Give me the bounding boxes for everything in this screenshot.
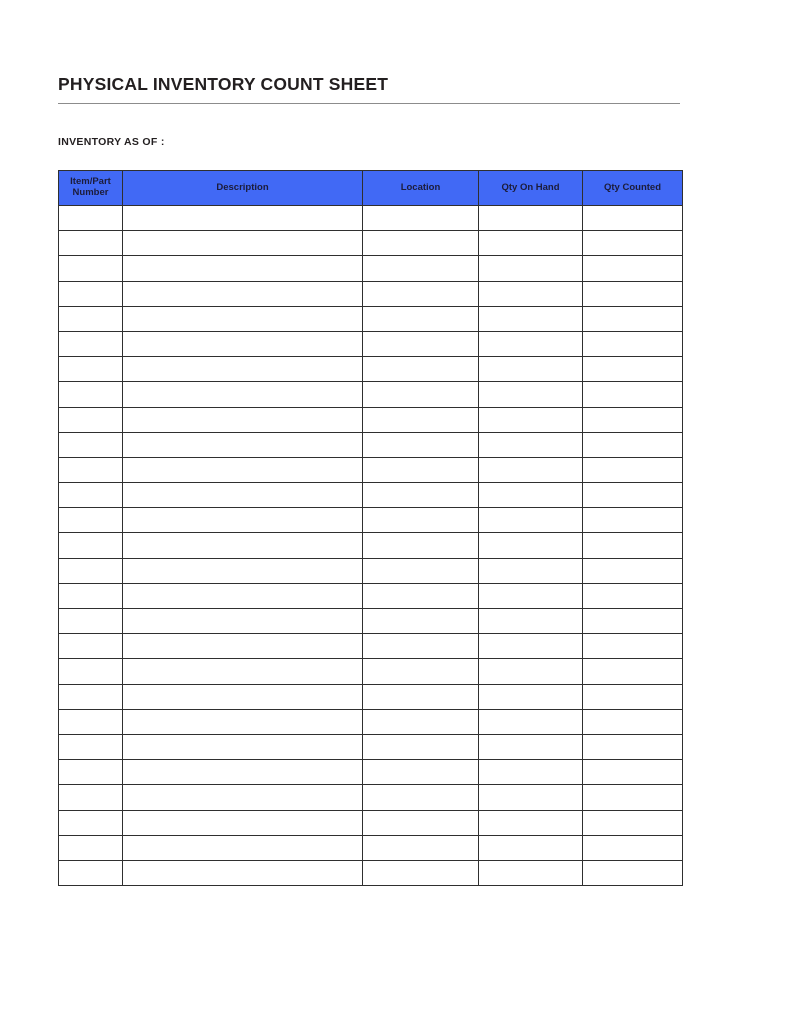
table-body <box>59 206 683 886</box>
table-row <box>59 306 683 331</box>
cell-location[interactable] <box>363 835 479 860</box>
cell-qty-counted[interactable] <box>583 860 683 885</box>
cell-qty-on-hand[interactable] <box>479 860 583 885</box>
cell-description[interactable] <box>123 457 363 482</box>
cell-qty-counted[interactable] <box>583 231 683 256</box>
cell-item-part-number[interactable] <box>59 860 123 885</box>
page-title: PHYSICAL INVENTORY COUNT SHEET <box>58 74 389 94</box>
cell-qty-counted[interactable] <box>583 281 683 306</box>
column-header-qty-counted: Qty Counted <box>583 171 683 206</box>
cell-item-part-number[interactable] <box>59 357 123 382</box>
cell-item-part-number[interactable] <box>59 533 123 558</box>
column-header-item-part-number-line1: Item/Part <box>70 176 111 188</box>
table-row <box>59 508 683 533</box>
cell-qty-counted[interactable] <box>583 609 683 634</box>
column-header-location: Location <box>363 171 479 206</box>
cell-location[interactable] <box>363 357 479 382</box>
cell-location[interactable] <box>363 734 479 759</box>
cell-qty-on-hand[interactable] <box>479 609 583 634</box>
cell-description[interactable] <box>123 709 363 734</box>
cell-location[interactable] <box>363 382 479 407</box>
cell-qty-counted[interactable] <box>583 558 683 583</box>
cell-description[interactable] <box>123 256 363 281</box>
cell-location[interactable] <box>363 432 479 457</box>
cell-location[interactable] <box>363 457 479 482</box>
table-row <box>59 231 683 256</box>
cell-description[interactable] <box>123 860 363 885</box>
cell-description[interactable] <box>123 609 363 634</box>
cell-location[interactable] <box>363 407 479 432</box>
cell-description[interactable] <box>123 483 363 508</box>
column-header-item-part-number <box>59 171 123 206</box>
cell-item-part-number[interactable] <box>59 407 123 432</box>
table-row <box>59 684 683 709</box>
cell-location[interactable] <box>363 709 479 734</box>
cell-description[interactable] <box>123 734 363 759</box>
cell-description[interactable] <box>123 760 363 785</box>
table-row <box>59 533 683 558</box>
cell-qty-on-hand[interactable] <box>479 684 583 709</box>
cell-location[interactable] <box>363 659 479 684</box>
cell-qty-on-hand[interactable] <box>479 331 583 356</box>
cell-item-part-number[interactable] <box>59 331 123 356</box>
cell-qty-counted[interactable] <box>583 835 683 860</box>
table-header-row <box>59 171 683 206</box>
table-row <box>59 760 683 785</box>
cell-qty-counted[interactable] <box>583 684 683 709</box>
cell-location[interactable] <box>363 860 479 885</box>
column-header-description: Description <box>123 171 363 206</box>
cell-qty-counted[interactable] <box>583 583 683 608</box>
cell-qty-on-hand[interactable] <box>479 508 583 533</box>
table-row <box>59 256 683 281</box>
table-row <box>59 860 683 885</box>
cell-description[interactable] <box>123 583 363 608</box>
cell-qty-counted[interactable] <box>583 659 683 684</box>
cell-item-part-number[interactable] <box>59 709 123 734</box>
table-row <box>59 407 683 432</box>
cell-qty-counted[interactable] <box>583 785 683 810</box>
cell-item-part-number[interactable] <box>59 281 123 306</box>
cell-description[interactable] <box>123 206 363 231</box>
cell-item-part-number[interactable] <box>59 583 123 608</box>
cell-description[interactable] <box>123 331 363 356</box>
cell-qty-on-hand[interactable] <box>479 407 583 432</box>
cell-qty-on-hand[interactable] <box>479 558 583 583</box>
cell-item-part-number[interactable] <box>59 206 123 231</box>
cell-item-part-number[interactable] <box>59 734 123 759</box>
cell-qty-on-hand[interactable] <box>479 785 583 810</box>
cell-location[interactable] <box>363 684 479 709</box>
cell-qty-counted[interactable] <box>583 810 683 835</box>
cell-location[interactable] <box>363 281 479 306</box>
inventory-table-container <box>58 170 682 886</box>
table-row <box>59 357 683 382</box>
cell-item-part-number[interactable] <box>59 508 123 533</box>
table-row <box>59 835 683 860</box>
cell-item-part-number[interactable] <box>59 785 123 810</box>
cell-qty-counted[interactable] <box>583 206 683 231</box>
cell-location[interactable] <box>363 306 479 331</box>
cell-qty-on-hand[interactable] <box>479 281 583 306</box>
cell-qty-counted[interactable] <box>583 508 683 533</box>
title-divider <box>58 103 680 104</box>
cell-description[interactable] <box>123 432 363 457</box>
cell-qty-counted[interactable] <box>583 306 683 331</box>
cell-item-part-number[interactable] <box>59 256 123 281</box>
cell-location[interactable] <box>363 231 479 256</box>
cell-qty-on-hand[interactable] <box>479 760 583 785</box>
cell-description[interactable] <box>123 684 363 709</box>
cell-description[interactable] <box>123 357 363 382</box>
table-row <box>59 734 683 759</box>
cell-location[interactable] <box>363 483 479 508</box>
cell-location[interactable] <box>363 785 479 810</box>
cell-qty-on-hand[interactable] <box>479 457 583 482</box>
cell-item-part-number[interactable] <box>59 483 123 508</box>
cell-location[interactable] <box>363 760 479 785</box>
cell-description[interactable] <box>123 281 363 306</box>
table-row <box>59 609 683 634</box>
cell-item-part-number[interactable] <box>59 760 123 785</box>
cell-qty-counted[interactable] <box>583 382 683 407</box>
table-row <box>59 483 683 508</box>
table-row <box>59 583 683 608</box>
cell-qty-on-hand[interactable] <box>479 432 583 457</box>
cell-qty-on-hand[interactable] <box>479 709 583 734</box>
cell-location[interactable] <box>363 533 479 558</box>
cell-item-part-number[interactable] <box>59 558 123 583</box>
table-row <box>59 206 683 231</box>
cell-qty-counted[interactable] <box>583 331 683 356</box>
cell-description[interactable] <box>123 407 363 432</box>
cell-item-part-number[interactable] <box>59 457 123 482</box>
cell-location[interactable] <box>363 256 479 281</box>
cell-item-part-number[interactable] <box>59 634 123 659</box>
cell-qty-on-hand[interactable] <box>479 634 583 659</box>
table-row <box>59 382 683 407</box>
table-row <box>59 785 683 810</box>
table-header <box>59 171 683 206</box>
cell-qty-counted[interactable] <box>583 734 683 759</box>
cell-item-part-number[interactable] <box>59 609 123 634</box>
cell-description[interactable] <box>123 533 363 558</box>
cell-qty-on-hand[interactable] <box>479 810 583 835</box>
cell-qty-on-hand[interactable] <box>479 734 583 759</box>
cell-description[interactable] <box>123 785 363 810</box>
cell-qty-on-hand[interactable] <box>479 382 583 407</box>
cell-item-part-number[interactable] <box>59 382 123 407</box>
cell-qty-counted[interactable] <box>583 256 683 281</box>
cell-item-part-number[interactable] <box>59 231 123 256</box>
table-row <box>59 558 683 583</box>
cell-qty-on-hand[interactable] <box>479 206 583 231</box>
cell-item-part-number[interactable] <box>59 684 123 709</box>
cell-qty-on-hand[interactable] <box>479 533 583 558</box>
cell-location[interactable] <box>363 583 479 608</box>
cell-item-part-number[interactable] <box>59 659 123 684</box>
cell-qty-counted[interactable] <box>583 432 683 457</box>
cell-qty-counted[interactable] <box>583 357 683 382</box>
inventory-table <box>58 170 683 886</box>
cell-qty-counted[interactable] <box>583 760 683 785</box>
cell-qty-counted[interactable] <box>583 457 683 482</box>
cell-description[interactable] <box>123 508 363 533</box>
cell-qty-on-hand[interactable] <box>479 306 583 331</box>
cell-location[interactable] <box>363 331 479 356</box>
table-row <box>59 432 683 457</box>
cell-qty-counted[interactable] <box>583 533 683 558</box>
cell-location[interactable] <box>363 558 479 583</box>
cell-description[interactable] <box>123 810 363 835</box>
cell-item-part-number[interactable] <box>59 432 123 457</box>
cell-item-part-number[interactable] <box>59 810 123 835</box>
cell-qty-on-hand[interactable] <box>479 256 583 281</box>
cell-qty-counted[interactable] <box>583 407 683 432</box>
cell-qty-on-hand[interactable] <box>479 835 583 860</box>
inventory-as-of-label: INVENTORY AS OF : <box>58 136 165 148</box>
cell-qty-counted[interactable] <box>583 709 683 734</box>
cell-description[interactable] <box>123 634 363 659</box>
cell-qty-on-hand[interactable] <box>479 231 583 256</box>
table-row <box>59 281 683 306</box>
table-row <box>59 810 683 835</box>
cell-qty-on-hand[interactable] <box>479 659 583 684</box>
table-row <box>59 634 683 659</box>
cell-qty-on-hand[interactable] <box>479 357 583 382</box>
column-header-item-part-number-line2: Number <box>72 187 109 198</box>
cell-description[interactable] <box>123 306 363 331</box>
cell-location[interactable] <box>363 810 479 835</box>
table-row <box>59 457 683 482</box>
cell-item-part-number[interactable] <box>59 306 123 331</box>
cell-location[interactable] <box>363 206 479 231</box>
cell-qty-counted[interactable] <box>583 483 683 508</box>
cell-description[interactable] <box>123 231 363 256</box>
cell-description[interactable] <box>123 835 363 860</box>
cell-qty-on-hand[interactable] <box>479 583 583 608</box>
table-row <box>59 709 683 734</box>
cell-qty-on-hand[interactable] <box>479 483 583 508</box>
cell-location[interactable] <box>363 609 479 634</box>
cell-description[interactable] <box>123 382 363 407</box>
cell-location[interactable] <box>363 508 479 533</box>
cell-item-part-number[interactable] <box>59 835 123 860</box>
cell-location[interactable] <box>363 634 479 659</box>
column-header-qty-on-hand: Qty On Hand <box>479 171 583 206</box>
cell-description[interactable] <box>123 558 363 583</box>
cell-qty-counted[interactable] <box>583 634 683 659</box>
cell-description[interactable] <box>123 659 363 684</box>
table-row <box>59 331 683 356</box>
table-row <box>59 659 683 684</box>
